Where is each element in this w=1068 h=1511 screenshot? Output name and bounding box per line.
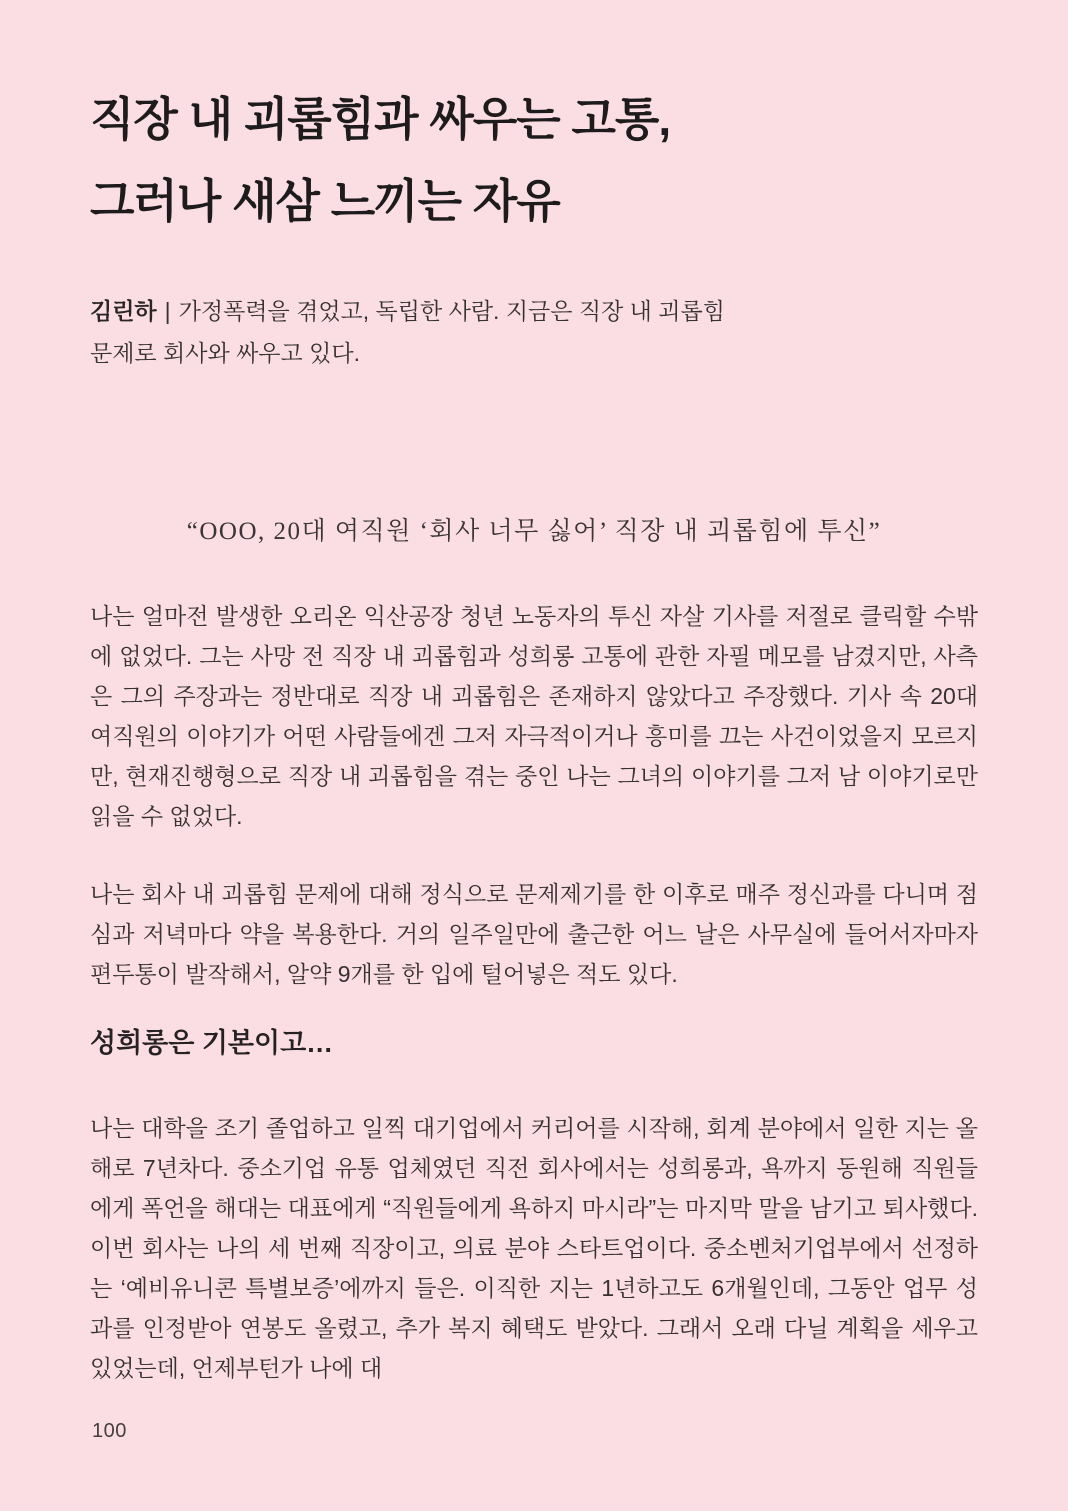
body-paragraph-2: 나는 회사 내 괴롭힘 문제에 대해 정식으로 문제제기를 한 이후로 매주 정신과를 다니며 점심과 저녁마다 약을 복용한다. 거의 일주일만에 출근한 어느 날은 사무실에 들어서자마자 편두통이 발작해서, 알약 9개를 한 입에 털어넣은 적도 있다.	[90, 881, 978, 987]
author-name: 김린하	[90, 298, 157, 324]
page-number: 100	[92, 1420, 127, 1442]
byline-separator: |	[164, 298, 171, 324]
author-bio: 가정폭력을 겪었고, 독립한 사람. 지금은 직장 내 괴롭힘 문제로 회사와 싸우고 있다.	[90, 298, 725, 366]
title-line-1: 직장 내 괴롭힘과 싸우는 고통,	[90, 93, 671, 145]
body-paragraph-3: 나는 대학을 조기 졸업하고 일찍 대기업에서 커리어를 시작해, 회계 분야에서 일한 지는 올해로 7년차다. 중소기업 유통 업체였던 직전 회사에서는 성희롱과, 욕까지 동원해 직원들에게 폭언을 해대는 대표에게 “직원들에게 욕하지 마시라”는 마지막 말을 남기고 퇴사했다. 이번 회사는 나의 세 번째 직장이고, 의료 분야 스타트업이다. 중소벤처기업부에서 선정하는 ‘예비유니콘 특별보증’에까지 들은. 이직한 지는 1년하고도 6개월인데, 그동안 업무 성과를 인정받아 연봉도 올렸고, 추가 복지 혜택도 받았다. 그래서 오래 다닐 계획을 세우고 있었는데, 언제부턴가 나에 대	[90, 1115, 978, 1381]
article-title	[90, 0, 978, 242]
pull-quote: “OOO, 20대 여직원 ‘회사 너무 싫어’ 직장 내 괴롭힘에 투신”	[186, 518, 882, 545]
section-heading: 성희롱은 기본이고…	[90, 1028, 334, 1058]
byline	[90, 290, 738, 374]
body-paragraph-1: 나는 얼마전 발생한 오리온 익산공장 청년 노동자의 투신 자살 기사를 저절로 클릭할 수밖에 없었다. 그는 사망 전 직장 내 괴롭힘과 성희롱 고통에 관한 자필 메모를 남겼지만, 사측은 그의 주장과는 정반대로 직장 내 괴롭힘은 존재하지 않았다고 주장했다. 기사 속 20대 여직원의 이야기가 어떤 사람들에겐 그저 자극적이거나 흥미를 끄는 사건이었을지 모르지만, 현재진행형으로 직장 내 괴롭힘을 겪는 중인 나는 그녀의 이야기를 그저 남 이야기로만 읽을 수 없었다.	[90, 603, 978, 829]
title-line-2: 그러나 새삼 느끼는 자유	[90, 175, 560, 227]
